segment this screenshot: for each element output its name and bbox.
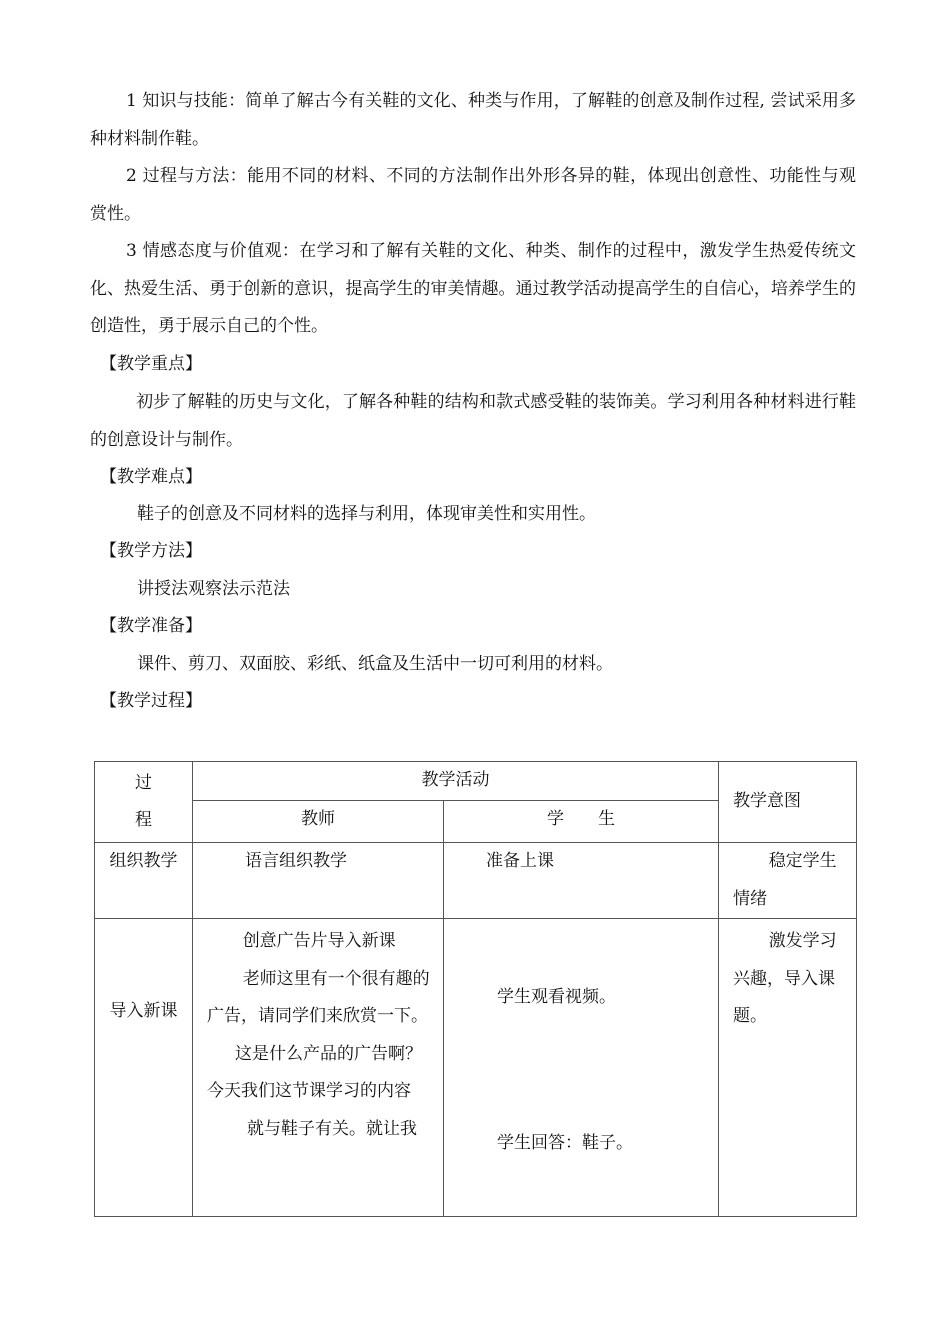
header-teacher: 教师 [193, 801, 444, 843]
teacher-line: 老师这里有一个很有趣的广告，请同学们来欣赏一下。 [207, 968, 430, 1026]
teacher-line: 语言组织教学 [245, 851, 347, 871]
process-heading: 【教学过程】 [100, 691, 202, 711]
methods-text: 讲授法观察法示范法 [137, 579, 290, 599]
header-student: 学 生 [444, 801, 719, 843]
objective-attitude-text: 3 情感态度与价值观：在学习和了解有关鞋的文化、种类、制作的过程中，激发学生热爱传统文化、热爱生活、勇于创新的意识，提高学生的审美情趣。通过教学活动提高学生的自信心，培养学生的创造性，勇于展示自己的个性。 [90, 241, 856, 336]
row-stage: 导入新课 [95, 919, 193, 1217]
row-teacher [193, 843, 444, 919]
methods-heading: 【教学方法】 [100, 541, 202, 561]
row-teacher [193, 919, 444, 1217]
teacher-line: 这是什么产品的广告啊？ [235, 1043, 422, 1064]
objective-process-text: 2 过程与方法：能用不同的材料、不同的方法制作出外形各异的鞋，体现出创意性、功能性与观赏性。 [90, 166, 856, 224]
teacher-line: 今天我们这节课学习的内容 [207, 1081, 411, 1101]
preparation-heading: 【教学准备】 [100, 616, 202, 636]
key-points-heading: 【教学重点】 [100, 354, 202, 374]
header-activities: 教学活动 [193, 762, 719, 801]
row-intent [719, 843, 857, 919]
key-points-body: 初步了解鞋的历史与文化，了解各种鞋的结构和款式感受鞋的装饰美。学习利用各种材料进行鞋的创意设计与制作。 [90, 392, 856, 450]
teacher-line: 就与鞋子有关。就让我 [247, 1118, 417, 1139]
student-line: 学生回答：鞋子。 [497, 1132, 633, 1153]
difficulties-heading: 【教学难点】 [100, 467, 202, 487]
intent-text: 激发学习兴趣，导入课题。 [733, 931, 837, 1026]
preparation-text: 课件、剪刀、双面胶、彩纸、纸盒及生活中一切可利用的材料。 [137, 654, 613, 674]
header-stage-line2: 程 [135, 810, 152, 830]
table-row [95, 919, 857, 1217]
row-student [444, 843, 719, 919]
row-student [444, 919, 719, 1217]
key-points-text [90, 384, 856, 459]
row-intent [719, 919, 857, 1217]
objective-attitude [90, 233, 856, 346]
row-stage: 组织教学 [95, 843, 193, 919]
objective-process [90, 158, 856, 233]
table-row [95, 843, 857, 919]
student-line: 学生观看视频。 [497, 987, 616, 1007]
objective-knowledge [90, 83, 856, 158]
student-line: 准备上课 [486, 851, 554, 871]
header-stage [95, 762, 193, 843]
header-stage-line1: 过 [135, 772, 152, 793]
intent-text: 稳定学生情绪 [733, 851, 837, 909]
lesson-process-table [94, 761, 857, 1217]
teacher-line: 创意广告片导入新课 [242, 931, 396, 951]
header-intent: 教学意图 [719, 762, 857, 843]
objective-knowledge-text: 1 知识与技能：简单了解古今有关鞋的文化、种类与作用，了解鞋的创意及制作过程, 尝试采用多种材料制作鞋。 [90, 91, 856, 149]
difficulties-text: 鞋子的创意及不同材料的选择与利用，体现审美性和实用性。 [137, 504, 596, 524]
